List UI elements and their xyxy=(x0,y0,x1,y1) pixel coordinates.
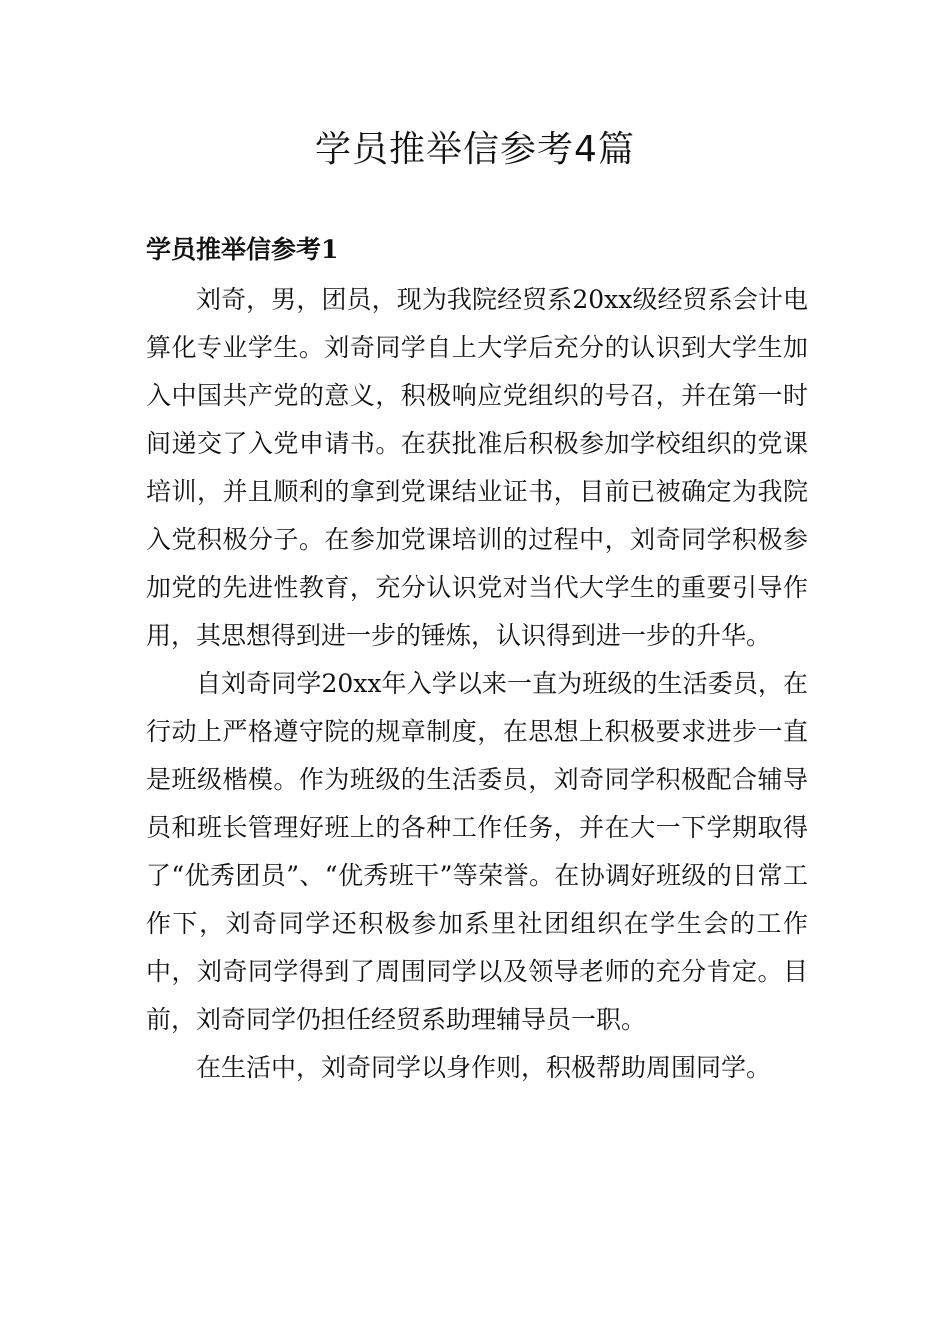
letter-body xyxy=(146,276,808,1092)
document-title: 学员推举信参考4篇 xyxy=(315,129,635,170)
paragraph: 在生活中，刘奇同学以身作则，积极帮助周围同学。 xyxy=(196,1053,772,1082)
paragraph: 刘奇，男，团员，现为我院经贸系20xx级经贸系会计电算化专业学生。刘奇同学自上大学后充分的认识到大学生加入中国共产党的意义，积极响应党组织的号召，并在第一时间递交了入党申请书。在获批准后积极参加学校组织的党课培训，并且顺利的拿到党课结业证书，目前已被确定为我院入党积极分子。在参加党课培训的过程中，刘奇同学积极参加党的先进性教育，充分认识党对当代大学生的重要引导作用，其思想得到进一步的锤炼，认识得到进一步的升华。 xyxy=(146,285,808,650)
section-heading: 学员推举信参考1 xyxy=(146,235,339,264)
paragraph: 自刘奇同学20xx年入学以来一直为班级的生活委员，在行动上严格遵守院的规章制度，在思想上积极要求进步一直是班级楷模。作为班级的生活委员，刘奇同学积极配合辅导员和班长管理好班上的各种工作任务，并在大一下学期取得了“优秀团员”、“优秀班干”等荣誉。在协调好班级的日常工作下，刘奇同学还积极参加系里社团组织在学生会的工作中，刘奇同学得到了周围同学以及领导老师的充分肯定。目前，刘奇同学仍担任经贸系助理辅导员一职。 xyxy=(146,669,808,1034)
